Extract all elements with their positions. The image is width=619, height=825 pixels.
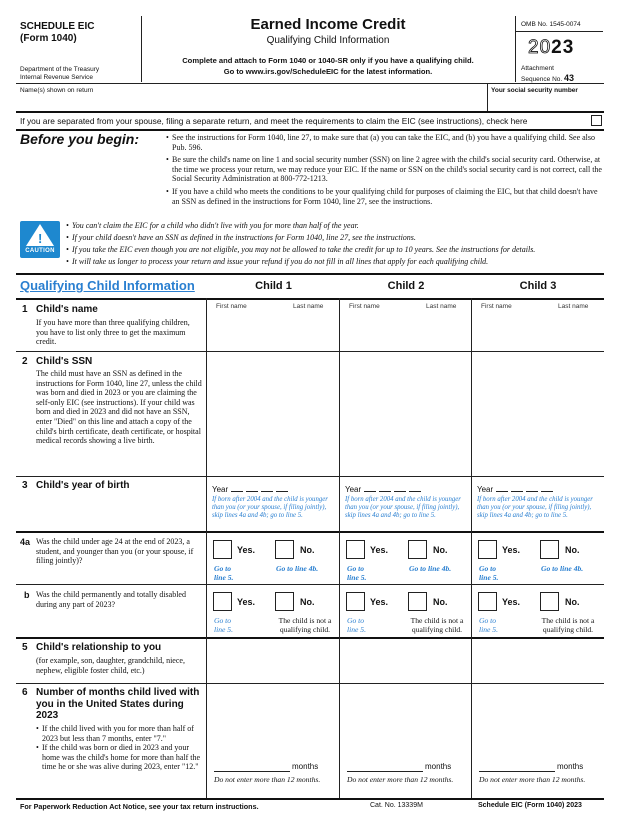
c3-year-field[interactable]	[477, 484, 553, 494]
c1-months-input[interactable]	[214, 770, 290, 772]
form-title: Earned Income Credit	[250, 16, 406, 33]
attach-instruction: Complete and attach to Form 1040 or 1040-SR only if you have a qualifying child.	[182, 56, 474, 65]
caution-bullets	[66, 220, 606, 268]
c2-4a-yes-checkbox[interactable]	[346, 540, 365, 559]
c1-relationship-input[interactable]	[208, 639, 338, 681]
c3-first-name-label: First name	[481, 303, 512, 310]
c2-year-label: Year	[345, 485, 362, 494]
c1-months-note: Do not enter more than 12 months.	[214, 775, 321, 784]
line-2-title: Child's SSN	[36, 356, 93, 367]
c2-4b-not-qualifying: The child is not a qualifying child.	[410, 616, 464, 634]
c3-year-label: Year	[477, 485, 494, 494]
footer-notice: For Paperwork Reduction Act Notice, see your tax return instructions.	[20, 802, 259, 811]
c1-4b-no-checkbox[interactable]	[275, 592, 294, 611]
c2-4a-goto4b: Go to line 4b.	[409, 564, 452, 573]
caution-bullet-2: • If your child doesn't have an SSN as defined in the instructions for Form 1040, line 27, see the instructions.	[66, 232, 606, 244]
c1-4a-no-label: No.	[300, 545, 315, 555]
form-subtitle: Qualifying Child Information	[266, 35, 390, 46]
sequence-text: Sequence No.	[521, 76, 563, 83]
names-field[interactable]	[20, 95, 484, 111]
c2-months-input[interactable]	[347, 770, 423, 772]
c2-4a-yes-label: Yes.	[370, 545, 389, 555]
c1-ssn-input[interactable]	[208, 353, 338, 474]
caution-label: CAUTION	[25, 248, 55, 254]
c2-4b-no-checkbox[interactable]	[408, 592, 427, 611]
line-3-number: 3	[22, 480, 28, 491]
child-1-header: Child 1	[255, 280, 292, 292]
qualifying-heading: Qualifying Child Information	[20, 278, 195, 293]
c1-4a-goto4b: Go to line 4b.	[276, 564, 319, 573]
line-2-text: The child must have an SSN as defined in the instructions for Form 1040, line 27, unless the child was born and died in 2023 or you are claiming the self-only EIC (see instructions). If your child was born and died in 2023 and did not have an SSN, enter "Died" on this line and attach a copy of the child's birth certificate, death certificate, or hospital medical records showing a live birth.	[36, 369, 202, 446]
c1-4a-goto5: Go to line 5.	[214, 564, 234, 582]
line-1-title: Child's name	[36, 304, 98, 315]
line-4a-number: 4a	[20, 537, 31, 547]
c1-4b-yes-label: Yes.	[237, 597, 256, 607]
irs-label: Internal Revenue Service	[20, 74, 93, 81]
c3-4b-yes-checkbox[interactable]	[478, 592, 497, 611]
c2-4b-yes-label: Yes.	[370, 597, 389, 607]
form-ref: (Form 1040)	[20, 33, 77, 44]
c1-name-input[interactable]	[208, 313, 338, 349]
c1-4a-yes-label: Yes.	[237, 545, 256, 555]
c1-4a-no-checkbox[interactable]	[275, 540, 294, 559]
separated-checkbox[interactable]	[591, 115, 602, 126]
ssn-field[interactable]	[490, 95, 603, 111]
c2-name-input[interactable]	[341, 313, 470, 349]
child-2-header: Child 2	[387, 280, 425, 292]
dept-label: Department of the Treasury	[20, 66, 100, 73]
c3-4a-goto5: Go to line 5.	[479, 564, 499, 582]
schedule-name: SCHEDULE EIC	[20, 21, 95, 32]
line-3-title: Child's year of birth	[36, 480, 130, 491]
c2-last-name-label: Last name	[426, 303, 457, 310]
c3-4a-no-checkbox[interactable]	[540, 540, 559, 559]
c2-4b-goto5: Go to line 5.	[347, 616, 366, 634]
names-label: Name(s) shown on return	[20, 87, 94, 94]
year-prefix: 20	[528, 37, 552, 58]
line-6-number: 6	[22, 687, 28, 698]
c3-ssn-input[interactable]	[473, 353, 603, 474]
line-6-bullet-2: • If the child was born or died in 2023 and your home was the child's home for more than half the time he or she was alive during 2023, enter "12."	[36, 743, 204, 772]
line-5-title: Child's relationship to you	[36, 642, 162, 653]
before-bullets	[166, 133, 606, 206]
tax-year	[528, 37, 574, 59]
before-bullet-3: • If you have a child who meets the conditions to be your qualifying child for purposes of claiming the EIC, but that child doesn't have an SSN as defined in the instructions for Form 1040, line 27, see the instructions.	[166, 187, 606, 206]
c2-months-note: Do not enter more than 12 months.	[347, 775, 454, 784]
line-4b-text: Was the child permanently and totally disabled during any part of 2023?	[36, 590, 186, 609]
footer-cat-no: Cat. No. 13339M	[370, 802, 423, 809]
website-instruction[interactable]: Go to www.irs.gov/ScheduleEIC for the latest information.	[223, 67, 433, 76]
c1-year-label: Year	[212, 485, 229, 494]
line-5-number: 5	[22, 642, 28, 653]
c1-last-name-label: Last name	[293, 303, 324, 310]
c2-months-label: months	[425, 762, 452, 771]
c2-year-field[interactable]	[345, 484, 421, 494]
c1-first-name-label: First name	[216, 303, 247, 310]
c2-4b-no-label: No.	[433, 597, 448, 607]
before-bullet-1: • See the instructions for Form 1040, line 27, to make sure that (a) you can take the EIC, and (b) you have a qualifying child. See also Pub. 596.	[166, 133, 606, 152]
line-4a-text: Was the child under age 24 at the end of 2023, a student, and younger than you (or your spouse, if filing jointly)?	[36, 537, 194, 566]
c1-4a-yes-checkbox[interactable]	[213, 540, 232, 559]
c3-4b-goto5: Go to line 5.	[479, 616, 498, 634]
c1-4b-not-qualifying: The child is not a qualifying child.	[278, 616, 332, 634]
before-heading: Before you begin:	[20, 131, 140, 147]
c1-year-note: If born after 2004 and the child is younger than you (or your spouse, if filing jointly), skip lines 4a and 4b; go to line 5.	[212, 496, 328, 519]
c2-year-note: If born after 2004 and the child is younger than you (or your spouse, if filing jointly), skip lines 4a and 4b; go to line 5.	[345, 496, 461, 519]
c3-months-note: Do not enter more than 12 months.	[479, 775, 586, 784]
before-bullet-2: • Be sure the child's name on line 1 and social security number (SSN) on line 2 agree with the child's social security card. Otherwise, at the time we process your return, we may reduce your EIC. If the name or SSN on the child's social security card is not correct, call the Social Security Administration at 800-772-1213.	[166, 155, 606, 184]
caution-badge: ! CAUTION	[20, 221, 60, 258]
c2-ssn-input[interactable]	[341, 353, 470, 474]
c3-4a-yes-label: Yes.	[502, 545, 521, 555]
year-suffix: 23	[551, 37, 575, 58]
footer-form-ref: Schedule EIC (Form 1040) 2023	[478, 802, 582, 809]
caution-bullet-3: • If you take the EIC even though you are not eligible, you may not be allowed to take the credit for up to 10 years. See the instructions for details.	[66, 244, 606, 256]
c3-months-input[interactable]	[479, 770, 555, 772]
c3-year-note: If born after 2004 and the child is younger than you (or your spouse, if filing jointly), skip lines 4a and 4b; go to line 5.	[477, 496, 593, 519]
c3-4b-no-label: No.	[565, 597, 580, 607]
separated-text: If you are separated from your spouse, filing a separate return, and meet the requirements to claim the EIC (see instructions), check here	[20, 116, 528, 126]
attachment-label: Attachment	[521, 65, 554, 72]
c2-4a-goto5: Go to line 5.	[347, 564, 367, 582]
line-2-number: 2	[22, 356, 28, 367]
line-6-bullets	[36, 724, 204, 772]
c2-4a-no-checkbox[interactable]	[408, 540, 427, 559]
line-5-text: (for example, son, daughter, grandchild, niece, nephew, eligible foster child, etc.)	[36, 656, 185, 675]
c2-4a-no-label: No.	[433, 545, 448, 555]
c3-4b-yes-label: Yes.	[502, 597, 521, 607]
child-3-header: Child 3	[519, 280, 557, 292]
omb-number: OMB No. 1545-0074	[521, 21, 581, 28]
c3-4a-goto4b: Go to line 4b.	[541, 564, 584, 573]
c3-relationship-input[interactable]	[473, 639, 603, 681]
c1-months-label: months	[292, 762, 319, 771]
line-6-title: Number of months child lived with you in the United States during 2023	[36, 687, 200, 721]
c3-last-name-label: Last name	[558, 303, 589, 310]
c2-4b-yes-checkbox[interactable]	[346, 592, 365, 611]
caution-bullet-4: • It will take us longer to process your return and issue your refund if you do not fill in all lines that apply for each qualifying child.	[66, 256, 606, 268]
c3-4b-no-checkbox[interactable]	[540, 592, 559, 611]
c3-months-label: months	[557, 762, 584, 771]
c3-4a-no-label: No.	[565, 545, 580, 555]
c3-4b-not-qualifying: The child is not a qualifying child.	[541, 616, 595, 634]
c1-4b-goto5: Go to line 5.	[214, 616, 233, 634]
line-1-text: If you have more than three qualifying children, you have to list only three to get the maximum credit.	[36, 318, 190, 347]
c3-4a-yes-checkbox[interactable]	[478, 540, 497, 559]
c1-year-field[interactable]	[212, 484, 288, 494]
ssn-label: Your social security number	[491, 87, 578, 94]
c2-relationship-input[interactable]	[341, 639, 470, 681]
line-6-bullet-1: • If the child lived with you for more than half of 2023 but less than 7 months, enter "7."	[36, 724, 204, 743]
sequence-number: 43	[564, 73, 575, 83]
line-1-number: 1	[22, 304, 28, 315]
c1-4b-no-label: No.	[300, 597, 315, 607]
c3-name-input[interactable]	[473, 313, 603, 349]
caution-bullet-1: • You can't claim the EIC for a child who didn't live with you for more than half of the year.	[66, 220, 606, 232]
c2-first-name-label: First name	[349, 303, 380, 310]
line-4b-number: b	[24, 590, 30, 600]
sequence-label	[521, 73, 574, 83]
c1-4b-yes-checkbox[interactable]	[213, 592, 232, 611]
